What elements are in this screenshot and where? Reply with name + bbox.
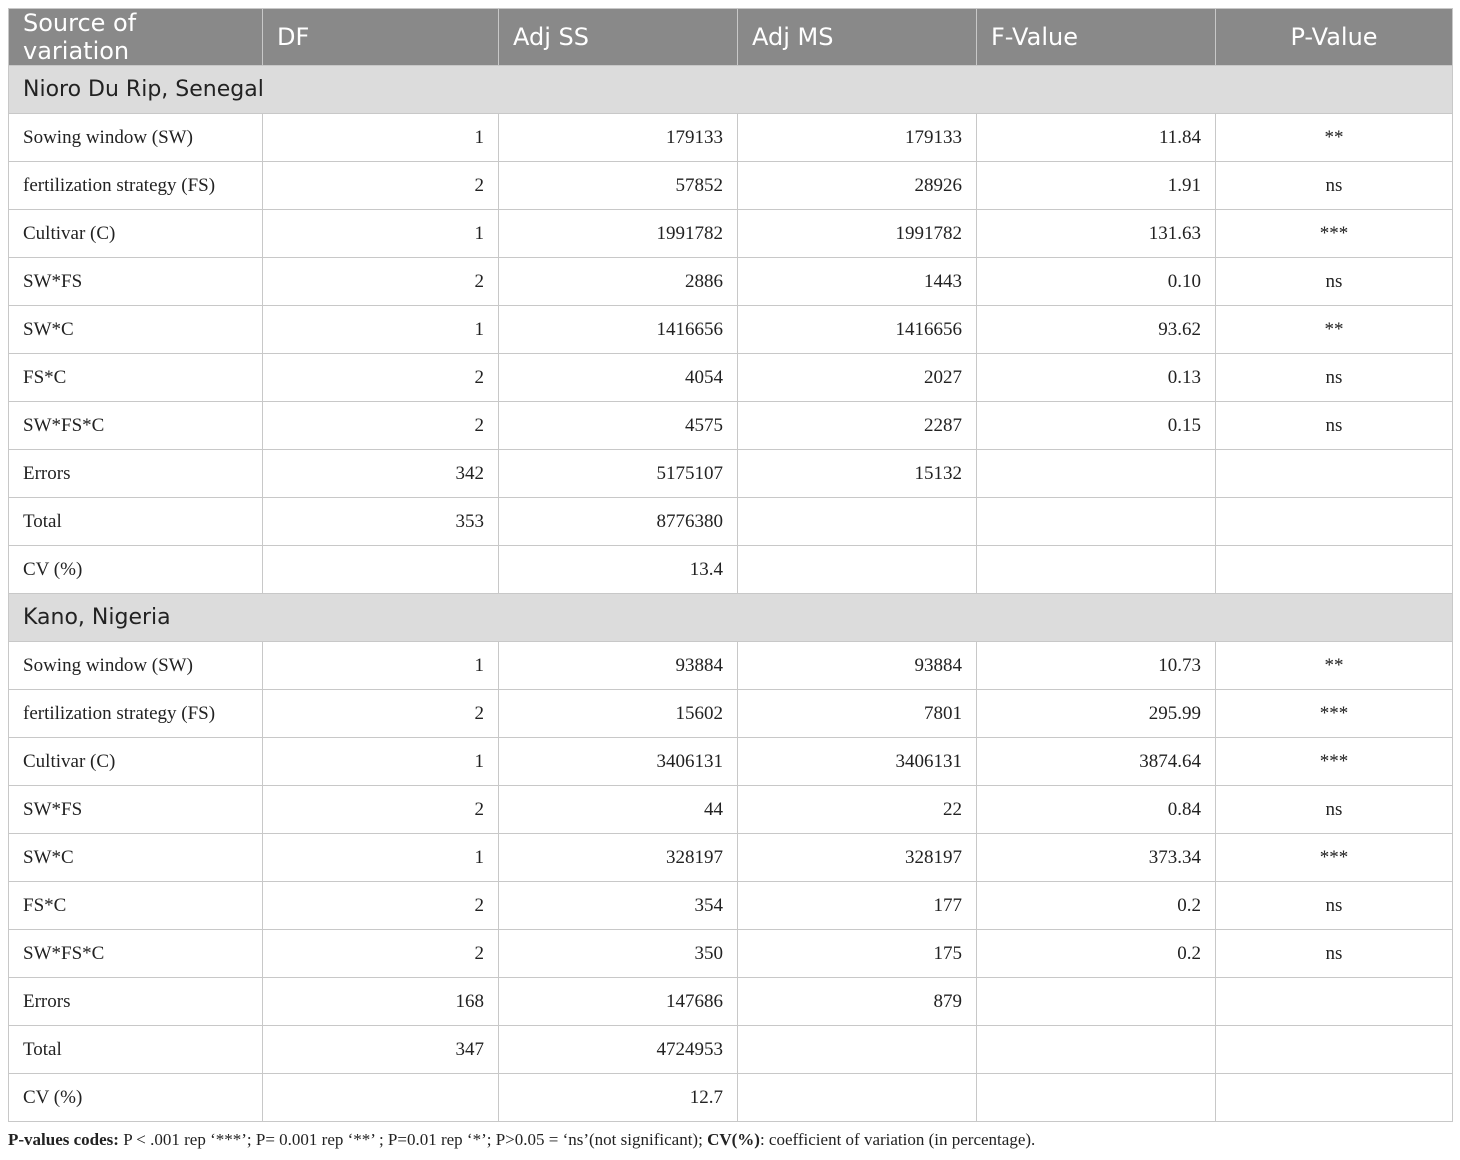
df-cell: 2 xyxy=(263,354,499,402)
source-cell: SW*FS xyxy=(9,786,263,834)
f-value-cell: 373.34 xyxy=(977,834,1216,882)
section-title: Kano, Nigeria xyxy=(9,594,1453,642)
adj-ss-cell: 2886 xyxy=(499,258,738,306)
df-cell: 2 xyxy=(263,162,499,210)
table-row xyxy=(9,882,1453,930)
table-row xyxy=(9,210,1453,258)
anova-table xyxy=(8,8,1453,1122)
adj-ms-cell: 1991782 xyxy=(738,210,977,258)
table-row xyxy=(9,114,1453,162)
adj-ss-cell: 179133 xyxy=(499,114,738,162)
p-value-cell: ns xyxy=(1216,402,1453,450)
f-value-cell: 0.15 xyxy=(977,402,1216,450)
df-cell: 2 xyxy=(263,402,499,450)
adj-ss-cell: 1416656 xyxy=(499,306,738,354)
df-cell: 347 xyxy=(263,1026,499,1074)
adj-ms-cell: 2287 xyxy=(738,402,977,450)
df-cell: 2 xyxy=(263,930,499,978)
adj-ms-cell: 1443 xyxy=(738,258,977,306)
source-cell: SW*FS*C xyxy=(9,402,263,450)
p-value-cell xyxy=(1216,1074,1453,1122)
df-cell: 1 xyxy=(263,834,499,882)
table-row xyxy=(9,306,1453,354)
source-cell: SW*C xyxy=(9,306,263,354)
header-df: DF xyxy=(263,9,499,66)
footnote-pvalue-label: P-values codes: xyxy=(8,1130,119,1149)
df-cell: 1 xyxy=(263,114,499,162)
header-adj-ss: Adj SS xyxy=(499,9,738,66)
adj-ms-cell: 2027 xyxy=(738,354,977,402)
adj-ms-cell xyxy=(738,546,977,594)
adj-ms-cell: 879 xyxy=(738,978,977,1026)
adj-ss-cell: 15602 xyxy=(499,690,738,738)
table-row xyxy=(9,978,1453,1026)
adj-ms-cell: 179133 xyxy=(738,114,977,162)
f-value-cell xyxy=(977,1074,1216,1122)
adj-ms-cell: 15132 xyxy=(738,450,977,498)
source-cell: Errors xyxy=(9,978,263,1026)
p-value-cell: ** xyxy=(1216,306,1453,354)
table-row xyxy=(9,738,1453,786)
adj-ms-cell: 175 xyxy=(738,930,977,978)
section-row xyxy=(9,594,1453,642)
section-row xyxy=(9,66,1453,114)
df-cell xyxy=(263,1074,499,1122)
df-cell: 2 xyxy=(263,690,499,738)
p-value-cell: ns xyxy=(1216,162,1453,210)
source-cell: CV (%) xyxy=(9,1074,263,1122)
adj-ms-cell: 177 xyxy=(738,882,977,930)
df-cell: 2 xyxy=(263,786,499,834)
f-value-cell: 1.91 xyxy=(977,162,1216,210)
df-cell: 1 xyxy=(263,642,499,690)
adj-ss-cell: 328197 xyxy=(499,834,738,882)
header-source: Source of variation xyxy=(9,9,263,66)
f-value-cell xyxy=(977,546,1216,594)
footnote-cv-text: : coefficient of variation (in percentage). xyxy=(759,1130,1036,1149)
source-cell: SW*FS*C xyxy=(9,930,263,978)
adj-ms-cell: 1416656 xyxy=(738,306,977,354)
df-cell: 353 xyxy=(263,498,499,546)
source-cell: Errors xyxy=(9,450,263,498)
f-value-cell: 11.84 xyxy=(977,114,1216,162)
header-p-value: P-Value xyxy=(1216,9,1453,66)
adj-ss-cell: 44 xyxy=(499,786,738,834)
table-row xyxy=(9,402,1453,450)
adj-ss-cell: 4724953 xyxy=(499,1026,738,1074)
adj-ms-cell: 28926 xyxy=(738,162,977,210)
adj-ss-cell: 8776380 xyxy=(499,498,738,546)
p-value-cell xyxy=(1216,546,1453,594)
source-cell: Cultivar (C) xyxy=(9,210,263,258)
table-row xyxy=(9,690,1453,738)
p-value-cell: ** xyxy=(1216,642,1453,690)
adj-ss-cell: 4575 xyxy=(499,402,738,450)
f-value-cell: 0.10 xyxy=(977,258,1216,306)
adj-ms-cell: 7801 xyxy=(738,690,977,738)
table-row xyxy=(9,162,1453,210)
p-value-cell: ns xyxy=(1216,258,1453,306)
table-row xyxy=(9,450,1453,498)
adj-ms-cell: 93884 xyxy=(738,642,977,690)
f-value-cell: 0.84 xyxy=(977,786,1216,834)
footnote-pvalue-text: P < .001 rep ‘***’; P= 0.001 rep ‘**’ ; P=0.01 rep ‘*’; P>0.05 = ‘ns’(not significant); xyxy=(118,1130,708,1149)
source-cell: Sowing window (SW) xyxy=(9,642,263,690)
df-cell: 168 xyxy=(263,978,499,1026)
table-body xyxy=(9,66,1453,1122)
source-cell: FS*C xyxy=(9,354,263,402)
adj-ms-cell xyxy=(738,498,977,546)
adj-ss-cell: 3406131 xyxy=(499,738,738,786)
table-row xyxy=(9,258,1453,306)
table-row xyxy=(9,498,1453,546)
source-cell: FS*C xyxy=(9,882,263,930)
df-cell xyxy=(263,546,499,594)
p-value-cell: ns xyxy=(1216,882,1453,930)
f-value-cell: 131.63 xyxy=(977,210,1216,258)
table-row xyxy=(9,786,1453,834)
adj-ms-cell: 328197 xyxy=(738,834,977,882)
df-cell: 2 xyxy=(263,882,499,930)
df-cell: 1 xyxy=(263,306,499,354)
table-row xyxy=(9,1074,1453,1122)
source-cell: fertilization strategy (FS) xyxy=(9,690,263,738)
adj-ss-cell: 57852 xyxy=(499,162,738,210)
source-cell: SW*FS xyxy=(9,258,263,306)
source-cell: fertilization strategy (FS) xyxy=(9,162,263,210)
source-cell: Cultivar (C) xyxy=(9,738,263,786)
table-row xyxy=(9,930,1453,978)
p-value-cell xyxy=(1216,1026,1453,1074)
adj-ss-cell: 350 xyxy=(499,930,738,978)
f-value-cell xyxy=(977,978,1216,1026)
table-row xyxy=(9,834,1453,882)
adj-ms-cell xyxy=(738,1026,977,1074)
adj-ss-cell: 1991782 xyxy=(499,210,738,258)
adj-ss-cell: 93884 xyxy=(499,642,738,690)
adj-ss-cell: 5175107 xyxy=(499,450,738,498)
p-value-cell: ns xyxy=(1216,786,1453,834)
table-row xyxy=(9,354,1453,402)
f-value-cell: 0.13 xyxy=(977,354,1216,402)
df-cell: 1 xyxy=(263,738,499,786)
header-adj-ms: Adj MS xyxy=(738,9,977,66)
adj-ms-cell: 22 xyxy=(738,786,977,834)
p-value-cell xyxy=(1216,978,1453,1026)
source-cell: Total xyxy=(9,1026,263,1074)
adj-ss-cell: 147686 xyxy=(499,978,738,1026)
f-value-cell: 93.62 xyxy=(977,306,1216,354)
p-value-cell: *** xyxy=(1216,834,1453,882)
section-title: Nioro Du Rip, Senegal xyxy=(9,66,1453,114)
adj-ms-cell xyxy=(738,1074,977,1122)
adj-ss-cell: 354 xyxy=(499,882,738,930)
p-value-cell: *** xyxy=(1216,690,1453,738)
p-value-cell: ns xyxy=(1216,930,1453,978)
footnote-cv-label: CV(%) xyxy=(707,1130,760,1149)
f-value-cell xyxy=(977,498,1216,546)
source-cell: Sowing window (SW) xyxy=(9,114,263,162)
p-value-cell: ** xyxy=(1216,114,1453,162)
f-value-cell: 10.73 xyxy=(977,642,1216,690)
source-cell: SW*C xyxy=(9,834,263,882)
f-value-cell: 295.99 xyxy=(977,690,1216,738)
p-value-cell xyxy=(1216,498,1453,546)
adj-ms-cell: 3406131 xyxy=(738,738,977,786)
header-f-value: F-Value xyxy=(977,9,1216,66)
table-footnote xyxy=(8,1130,1452,1150)
f-value-cell xyxy=(977,1026,1216,1074)
adj-ss-cell: 4054 xyxy=(499,354,738,402)
f-value-cell xyxy=(977,450,1216,498)
header-row xyxy=(9,9,1453,66)
df-cell: 342 xyxy=(263,450,499,498)
f-value-cell: 0.2 xyxy=(977,882,1216,930)
f-value-cell: 0.2 xyxy=(977,930,1216,978)
adj-ss-cell: 13.4 xyxy=(499,546,738,594)
source-cell: CV (%) xyxy=(9,546,263,594)
table-row xyxy=(9,1026,1453,1074)
df-cell: 1 xyxy=(263,210,499,258)
adj-ss-cell: 12.7 xyxy=(499,1074,738,1122)
p-value-cell: ns xyxy=(1216,354,1453,402)
table-row xyxy=(9,642,1453,690)
table-row xyxy=(9,546,1453,594)
p-value-cell xyxy=(1216,450,1453,498)
p-value-cell: *** xyxy=(1216,210,1453,258)
p-value-cell: *** xyxy=(1216,738,1453,786)
source-cell: Total xyxy=(9,498,263,546)
df-cell: 2 xyxy=(263,258,499,306)
f-value-cell: 3874.64 xyxy=(977,738,1216,786)
